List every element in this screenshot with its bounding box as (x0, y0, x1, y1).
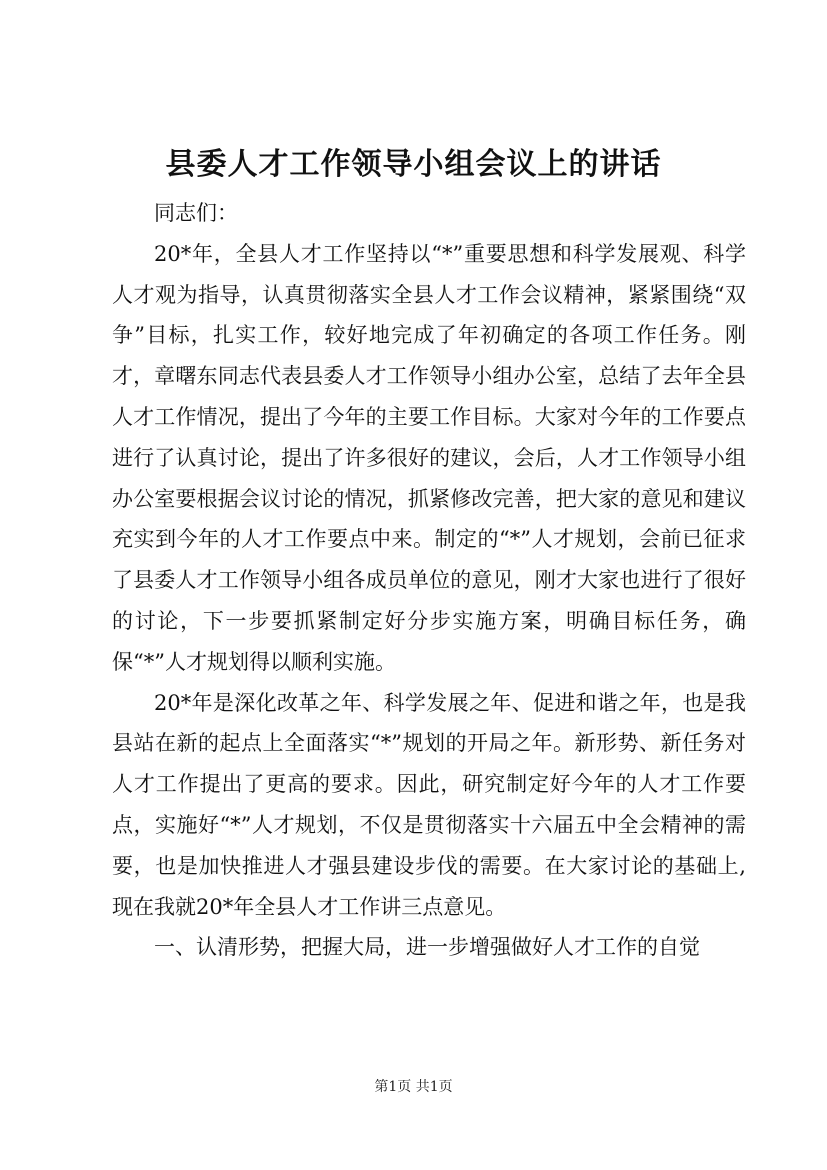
document-title: 县委人才工作领导小组会议上的讲话 (165, 147, 662, 182)
paragraph-2: 20*年是深化改革之年、科学发展之年、促进和谐之年，也是我县站在新的起点上全面落实“*”规划的开局之年。新形势、新任务对人才工作提出了更高的要求。因此，研究制定好今年的人才工作要点，实施好“*”人才规划，不仅是贯彻落实十六届五中全会精神的需要，也是加快推进人才强县建设步伐的需要。在大家讨论的基础上,现在我就20*年全县人才工作讲三点意见。 (112, 690, 746, 919)
document-body (112, 193, 746, 968)
salutation: 同志们： (154, 201, 238, 225)
paragraph-3: 一、认清形势，把握大局，进一步增强做好人才工作的自觉 (154, 935, 700, 960)
page-number-footer: 第1页 共1页 (374, 1079, 453, 1095)
paragraph-1: 20*年，全县人才工作坚持以“*”重要思想和科学发展观、科学人才观为指导，认真贯彻落实全县人才工作会议精神，紧紧围绕“双争”目标，扎实工作，较好地完成了年初确定的各项工作任务。刚才，章曙东同志代表县委人才工作领导小组办公室，总结了去年全县人才工作情况，提出了今年的主要工作目标。大家对今年的工作要点进行了认真讨论，提出了许多很好的建议，会后，人才工作领导小组办公室要根据会议讨论的情况，抓紧修改完善，把大家的意见和建议充实到今年的人才工作要点中来。制定的“*”人才规划，会前已征求了县委人才工作领导小组各成员单位的意见，刚才大家也进行了很好的讨论，下一步要抓紧制定好分步实施方案，明确目标任务，确保“*”人才规划得以顺利实施。 (112, 241, 746, 674)
